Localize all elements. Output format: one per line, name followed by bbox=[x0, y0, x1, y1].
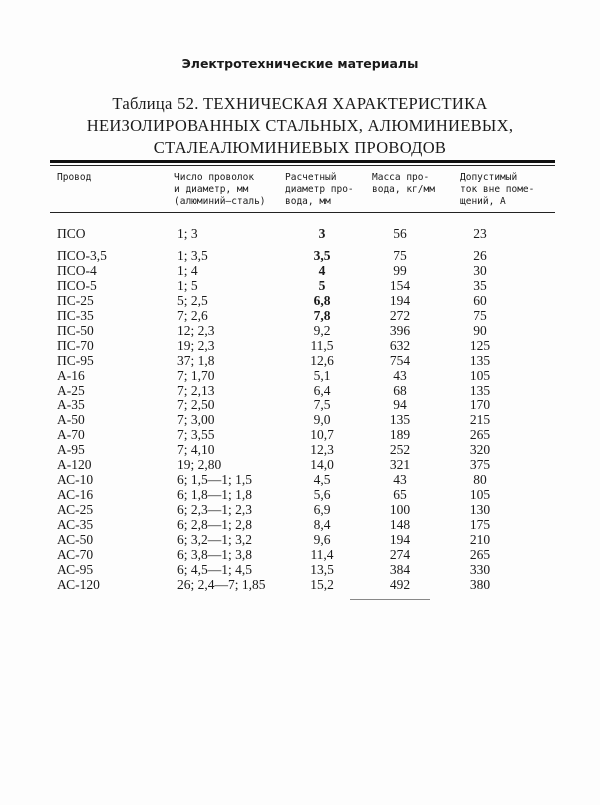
cell-mass: 68 bbox=[393, 382, 407, 398]
table-title-line: СТАЛЕАЛЮМИНИЕВЫХ ПРОВОДОВ bbox=[153, 138, 447, 157]
cell-diameter: 13,5 bbox=[310, 561, 334, 577]
bottom-mark bbox=[350, 599, 430, 600]
cell-wire-name: А-70 bbox=[57, 427, 85, 443]
column-header-diameter: Расчетный диаметр про- вода, мм bbox=[285, 172, 354, 207]
cell-strands: 7; 2,6 bbox=[177, 307, 208, 323]
cell-wire-name: ПС-70 bbox=[57, 337, 94, 353]
cell-mass: 43 bbox=[393, 367, 407, 383]
cell-mass: 754 bbox=[389, 352, 411, 368]
table-title bbox=[0, 93, 600, 159]
table-row bbox=[0, 353, 600, 368]
table-row bbox=[0, 226, 600, 241]
cell-mass: 56 bbox=[393, 226, 407, 241]
table-row bbox=[0, 562, 600, 577]
cell-mass: 43 bbox=[393, 472, 407, 488]
cell-mass: 194 bbox=[389, 292, 411, 308]
table-row bbox=[0, 397, 600, 412]
cell-strands: 5; 2,5 bbox=[177, 292, 208, 308]
cell-current: 170 bbox=[469, 397, 491, 413]
cell-strands: 7; 3,55 bbox=[177, 427, 215, 443]
table-row bbox=[0, 487, 600, 502]
cell-strands: 37; 1,8 bbox=[177, 352, 215, 368]
cell-wire-name: А-35 bbox=[57, 397, 85, 413]
cell-strands: 6; 2,3—1; 2,3 bbox=[177, 502, 253, 518]
cell-mass: 194 bbox=[389, 532, 411, 547]
cell-diameter: 9,0 bbox=[313, 412, 331, 428]
cell-wire-name: АС-70 bbox=[57, 546, 94, 562]
cell-diameter: 6,4 bbox=[313, 382, 331, 398]
running-header: Электротехнические материалы bbox=[181, 56, 419, 71]
cell-mass: 154 bbox=[389, 277, 411, 293]
cell-diameter: 3,5 bbox=[313, 247, 331, 263]
cell-diameter: 5,6 bbox=[313, 487, 331, 503]
cell-current: 265 bbox=[469, 427, 491, 443]
cell-strands: 7; 3,00 bbox=[177, 412, 215, 428]
table-row bbox=[0, 517, 600, 532]
cell-wire-name: АС-95 bbox=[57, 561, 94, 577]
cell-strands: 7; 2,50 bbox=[177, 397, 215, 413]
cell-strands: 1; 3 bbox=[177, 226, 198, 241]
table-row bbox=[0, 502, 600, 517]
cell-strands: 7; 1,70 bbox=[177, 367, 215, 383]
cell-current: 105 bbox=[469, 367, 491, 383]
cell-wire-name: ПС-95 bbox=[57, 352, 94, 368]
table-row bbox=[0, 532, 600, 547]
cell-diameter: 6,9 bbox=[313, 502, 331, 518]
cell-strands: 1; 5 bbox=[177, 277, 198, 293]
cell-strands: 7; 4,10 bbox=[177, 442, 215, 458]
cell-strands: 1; 3,5 bbox=[177, 247, 208, 263]
cell-mass: 100 bbox=[389, 502, 411, 518]
column-header-strands: Число проволок и диаметр, мм (алюминий—сталь) bbox=[174, 172, 266, 207]
cell-wire-name: ПС-35 bbox=[57, 307, 94, 323]
cell-wire-name: ПСО bbox=[57, 226, 86, 241]
cell-wire-name: ПСО-3,5 bbox=[57, 247, 107, 263]
table-row bbox=[0, 263, 600, 278]
table-row bbox=[0, 323, 600, 338]
cell-mass: 396 bbox=[389, 322, 411, 338]
cell-mass: 99 bbox=[393, 262, 407, 278]
table-top-rule bbox=[50, 160, 555, 163]
cell-current: 35 bbox=[473, 277, 487, 293]
cell-current: 330 bbox=[469, 561, 491, 577]
cell-diameter: 11,5 bbox=[310, 337, 334, 353]
cell-mass: 272 bbox=[389, 307, 411, 323]
cell-strands: 6; 3,8—1; 3,8 bbox=[177, 546, 253, 562]
cell-current: 215 bbox=[469, 412, 491, 428]
cell-mass: 492 bbox=[389, 576, 411, 592]
cell-wire-name: АС-50 bbox=[57, 532, 94, 547]
cell-mass: 135 bbox=[389, 412, 411, 428]
cell-diameter: 10,7 bbox=[310, 427, 334, 443]
cell-mass: 148 bbox=[389, 517, 411, 533]
table-row bbox=[0, 577, 600, 592]
table-top-rule-thin bbox=[50, 165, 555, 166]
cell-mass: 632 bbox=[389, 337, 411, 353]
cell-current: 210 bbox=[469, 532, 491, 547]
cell-wire-name: А-25 bbox=[57, 382, 85, 398]
cell-current: 135 bbox=[469, 352, 491, 368]
cell-diameter: 11,4 bbox=[310, 546, 334, 562]
table-row bbox=[0, 338, 600, 353]
table-title-line: Таблица 52. ТЕХНИЧЕСКАЯ ХАРАКТЕРИСТИКА bbox=[112, 94, 488, 113]
header-bottom-rule bbox=[50, 212, 555, 213]
cell-diameter: 9,2 bbox=[313, 322, 331, 338]
cell-wire-name: АС-120 bbox=[57, 576, 100, 592]
cell-wire-name: А-50 bbox=[57, 412, 85, 428]
cell-diameter: 7,8 bbox=[313, 307, 331, 323]
cell-strands: 6; 1,8—1; 1,8 bbox=[177, 487, 253, 503]
cell-current: 380 bbox=[469, 576, 491, 592]
cell-current: 125 bbox=[469, 337, 491, 353]
table-row bbox=[0, 383, 600, 398]
cell-current: 175 bbox=[469, 517, 491, 533]
cell-current: 105 bbox=[469, 487, 491, 503]
cell-strands: 19; 2,80 bbox=[177, 457, 222, 473]
table-row bbox=[0, 368, 600, 383]
cell-current: 23 bbox=[473, 226, 487, 241]
table-row bbox=[0, 308, 600, 323]
cell-strands: 6; 2,8—1; 2,8 bbox=[177, 517, 253, 533]
table-row bbox=[0, 547, 600, 562]
cell-mass: 274 bbox=[389, 546, 411, 562]
cell-current: 75 bbox=[473, 307, 487, 323]
column-header-mass: Масса про- вода, кг/мм bbox=[372, 172, 435, 195]
cell-diameter: 5,1 bbox=[313, 367, 331, 383]
cell-diameter: 12,6 bbox=[310, 352, 334, 368]
cell-wire-name: А-120 bbox=[57, 457, 92, 473]
table-row bbox=[0, 248, 600, 263]
cell-mass: 94 bbox=[393, 397, 407, 413]
cell-current: 80 bbox=[473, 472, 487, 488]
cell-wire-name: ПСО-5 bbox=[57, 277, 97, 293]
cell-wire-name: АС-25 bbox=[57, 502, 94, 518]
cell-wire-name: А-95 bbox=[57, 442, 85, 458]
cell-current: 320 bbox=[469, 442, 491, 458]
cell-strands: 1; 4 bbox=[177, 262, 198, 278]
cell-diameter: 9,6 bbox=[313, 532, 331, 547]
column-header-wire: Провод bbox=[57, 172, 92, 183]
cell-current: 375 bbox=[469, 457, 491, 473]
cell-wire-name: ПС-25 bbox=[57, 292, 94, 308]
cell-current: 135 bbox=[469, 382, 491, 398]
cell-diameter: 5 bbox=[318, 277, 326, 293]
cell-strands: 6; 4,5—1; 4,5 bbox=[177, 561, 253, 577]
cell-current: 30 bbox=[473, 262, 487, 278]
table-row bbox=[0, 293, 600, 308]
cell-strands: 6; 3,2—1; 3,2 bbox=[177, 532, 253, 547]
cell-current: 26 bbox=[473, 247, 487, 263]
cell-diameter: 7,5 bbox=[313, 397, 331, 413]
cell-mass: 321 bbox=[389, 457, 411, 473]
cell-mass: 384 bbox=[389, 561, 411, 577]
cell-strands: 19; 2,3 bbox=[177, 337, 215, 353]
cell-current: 90 bbox=[473, 322, 487, 338]
table-row bbox=[0, 412, 600, 427]
cell-mass: 252 bbox=[389, 442, 411, 458]
cell-diameter: 6,8 bbox=[313, 292, 331, 308]
cell-strands: 6; 1,5—1; 1,5 bbox=[177, 472, 253, 488]
cell-strands: 7; 2,13 bbox=[177, 382, 215, 398]
cell-wire-name: АС-16 bbox=[57, 487, 94, 503]
table-row bbox=[0, 472, 600, 487]
cell-current: 265 bbox=[469, 546, 491, 562]
cell-strands: 26; 2,4—7; 1,85 bbox=[177, 576, 266, 592]
table-row bbox=[0, 457, 600, 472]
cell-wire-name: АС-35 bbox=[57, 517, 94, 533]
cell-wire-name: А-16 bbox=[57, 367, 85, 383]
cell-diameter: 14,0 bbox=[310, 457, 334, 473]
cell-wire-name: АС-10 bbox=[57, 472, 94, 488]
cell-diameter: 4,5 bbox=[313, 472, 331, 488]
table-row bbox=[0, 427, 600, 442]
cell-strands: 12; 2,3 bbox=[177, 322, 215, 338]
cell-mass: 75 bbox=[393, 247, 407, 263]
table-title-line: НЕИЗОЛИРОВАННЫХ СТАЛЬНЫХ, АЛЮМИНИЕВЫХ, bbox=[86, 116, 514, 135]
table-row bbox=[0, 278, 600, 293]
cell-diameter: 15,2 bbox=[310, 576, 334, 592]
cell-mass: 65 bbox=[393, 487, 407, 503]
cell-wire-name: ПСО-4 bbox=[57, 262, 97, 278]
cell-current: 60 bbox=[473, 292, 487, 308]
table-row bbox=[0, 442, 600, 457]
cell-diameter: 4 bbox=[318, 262, 326, 278]
cell-diameter: 8,4 bbox=[313, 517, 331, 533]
cell-diameter: 3 bbox=[318, 226, 326, 241]
cell-mass: 189 bbox=[389, 427, 411, 443]
column-header-current: Допустимый ток вне поме- щений, А bbox=[460, 172, 535, 207]
cell-current: 130 bbox=[469, 502, 491, 518]
cell-diameter: 12,3 bbox=[310, 442, 334, 458]
cell-wire-name: ПС-50 bbox=[57, 322, 94, 338]
